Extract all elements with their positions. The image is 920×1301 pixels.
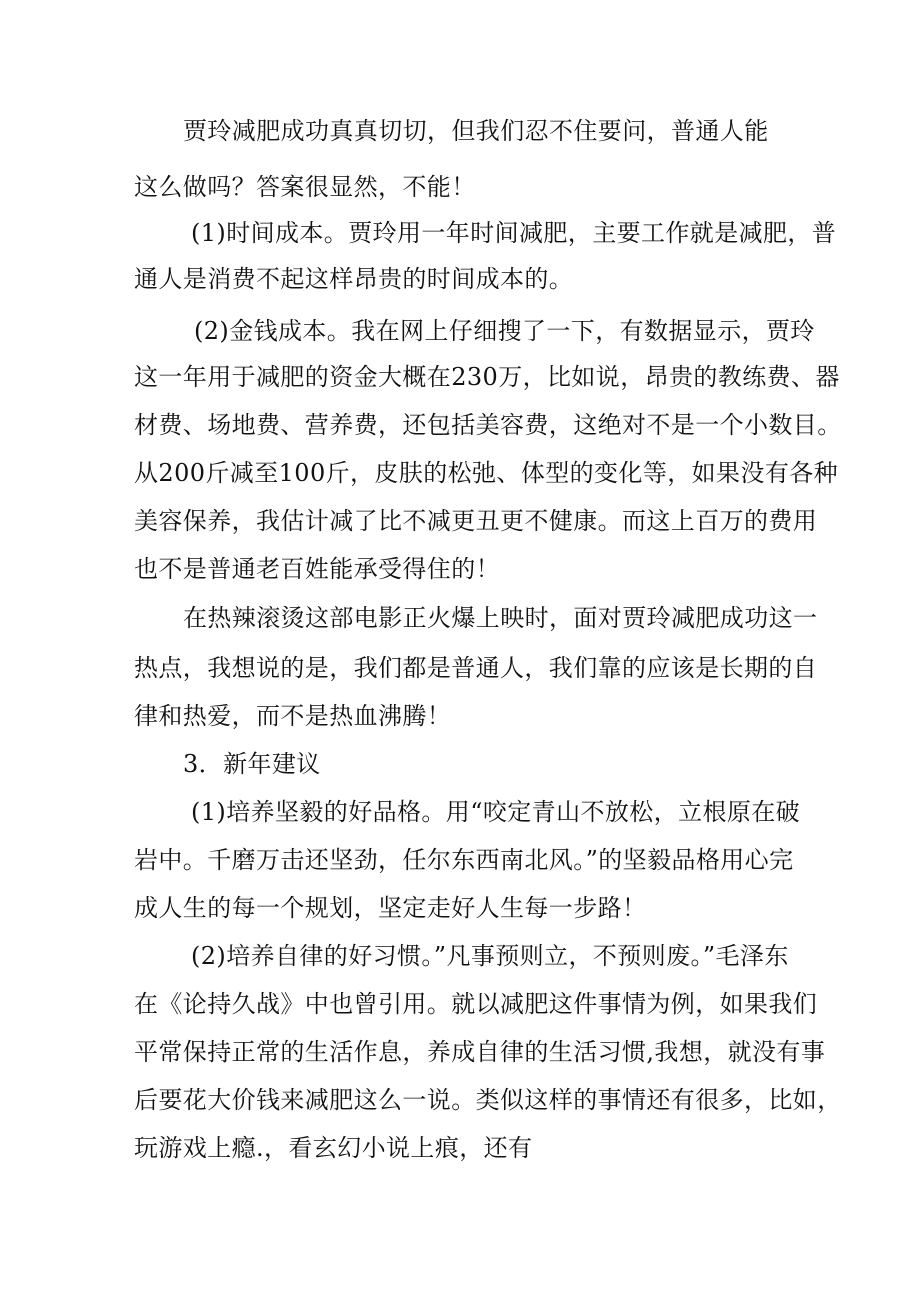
text-line: 这一年用于减肥的资金大概在230万，比如说，昂贵的教练费、器 xyxy=(134,363,840,391)
section-heading: 3．新年建议 xyxy=(183,750,321,778)
text-line: 后要花大价钱来减肥这么一说。类似这样的事情还有很多，比如， xyxy=(134,1086,842,1114)
text-line: 贾玲减肥成功真真切切，但我们忍不住要问，普通人能 xyxy=(183,117,769,145)
text-line: 平常保持正常的生活作息，养成自律的生活习惯,我想，就没有事 xyxy=(134,1038,826,1066)
text-line: 律和热爱，而不是热血沸腾！ xyxy=(134,702,452,730)
text-line: 岩中。千磨万击还坚劲，任尔东西南北风。”的坚毅品格用心完 xyxy=(134,846,794,874)
text-line: 材费、场地费、营养费，还包括美容费，这绝对不是一个小数目。 xyxy=(134,411,842,439)
text-line: 通人是消费不起这样昂贵的时间成本的。 xyxy=(134,265,574,293)
text-line: 这么做吗？答案很显然，不能！ xyxy=(134,173,476,201)
text-line: (1)培养坚毅的好品格。用“咬定青山不放松，立根原在破 xyxy=(191,798,801,826)
text-line: (2)金钱成本。我在网上仔细搜了一下，有数据显示，贾玲 xyxy=(194,317,815,345)
text-line: 热点，我想说的是，我们都是普通人，我们靠的应该是长期的自 xyxy=(134,654,818,682)
text-line: 也不是普通老百姓能承受得住的！ xyxy=(134,555,500,583)
text-line: 从200斤减至100斤，皮肤的松弛、体型的变化等，如果没有各种 xyxy=(134,459,839,487)
text-line: (1)时间成本。贾玲用一年时间减肥，主要工作就是减肥，普 xyxy=(191,219,837,247)
text-line: 成人生的每一个规划，坚定走好人生每一步路！ xyxy=(134,894,647,922)
text-line: 在热辣滚烫这部电影正火爆上映时，面对贾玲减肥成功这一 xyxy=(183,604,818,632)
text-line: (2)培养自律的好习惯。”凡事预则立，不预则废。”毛泽东 xyxy=(191,942,789,970)
text-line: 在《论持久战》中也曾引用。就以减肥这件事情为例，如果我们 xyxy=(134,990,818,1018)
text-line: 美容保养，我估计减了比不减更丑更不健康。而这上百万的费用 xyxy=(134,507,818,535)
text-line: 玩游戏上瘾.，看玄幻小说上痕，还有 xyxy=(134,1134,533,1162)
